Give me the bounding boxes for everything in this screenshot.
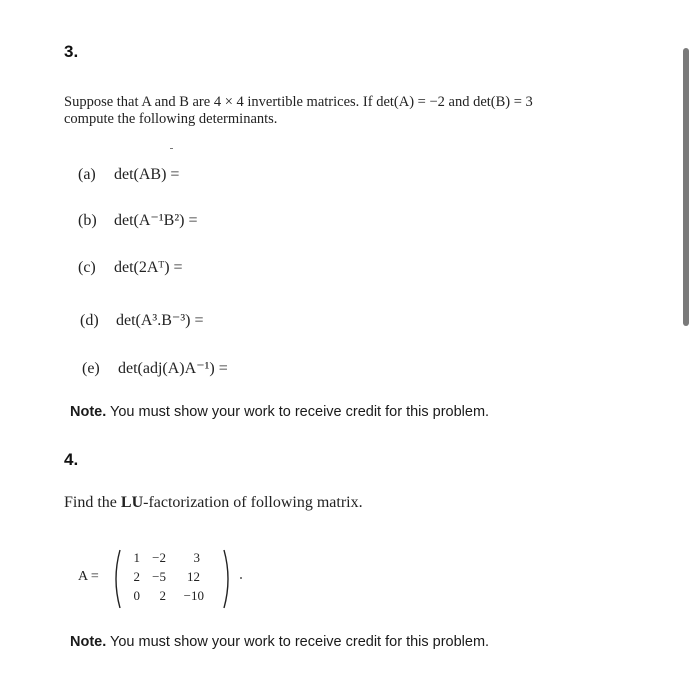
prompt-line-1: Suppose that A and B are 4 × 4 invertible matrices. If det(A) = −2 and det(B) = 3 [64,94,533,110]
question-4-number: 4. [64,450,79,469]
prompt-line-2: compute the following determinants. [64,111,278,127]
note-text: You must show your work to receive credit for this problem. [110,634,490,650]
note-label: Note. [70,634,107,650]
matrix-cell: 1 [133,550,140,565]
question-3-prompt [64,94,664,128]
item-c-expr: det(2Aᵀ) = [114,259,183,276]
item-d-expr: det(A³.B⁻³) = [116,312,204,329]
matrix-label: A = [78,569,99,584]
item-a [78,166,179,184]
matrix-cell: −5 [152,569,166,584]
matrix-cell: 0 [133,588,140,603]
item-e [82,358,228,378]
stray-mark [170,148,173,149]
question-4-note [70,634,489,650]
item-d-label: (d) [80,312,99,329]
prompt-bold: LU [120,494,144,511]
item-a-expr: det(AB) = [114,166,180,183]
item-e-expr: det(adj(A)A⁻¹) = [118,360,228,377]
item-c [78,259,183,277]
matrix-a [70,548,250,608]
item-b-expr: det(A⁻¹B²) = [114,212,198,229]
matrix-cell: −2 [152,550,166,565]
prompt-pre: Find the [64,494,121,511]
matrix-cell: 12 [187,569,200,584]
note-label: Note. [70,404,107,420]
item-d [80,310,204,330]
matrix-cell: 2 [133,569,140,584]
question-3-note [70,404,489,420]
matrix-cell: 2 [159,588,166,603]
item-c-label: (c) [78,259,96,276]
matrix-cell: −10 [183,588,204,603]
trailing-period [240,577,242,579]
prompt-post: -factorization of following matrix. [143,494,363,511]
scrollbar-thumb[interactable] [683,48,689,326]
item-b [78,210,198,230]
question-4-prompt [64,494,363,512]
matrix-grid [114,550,224,608]
item-e-label: (e) [82,360,100,377]
item-a-label: (a) [78,166,96,183]
question-3-number: 3. [64,42,79,61]
note-text: You must show your work to receive credit for this problem. [110,404,490,420]
item-b-label: (b) [78,212,97,229]
matrix-cell: 3 [193,550,200,565]
